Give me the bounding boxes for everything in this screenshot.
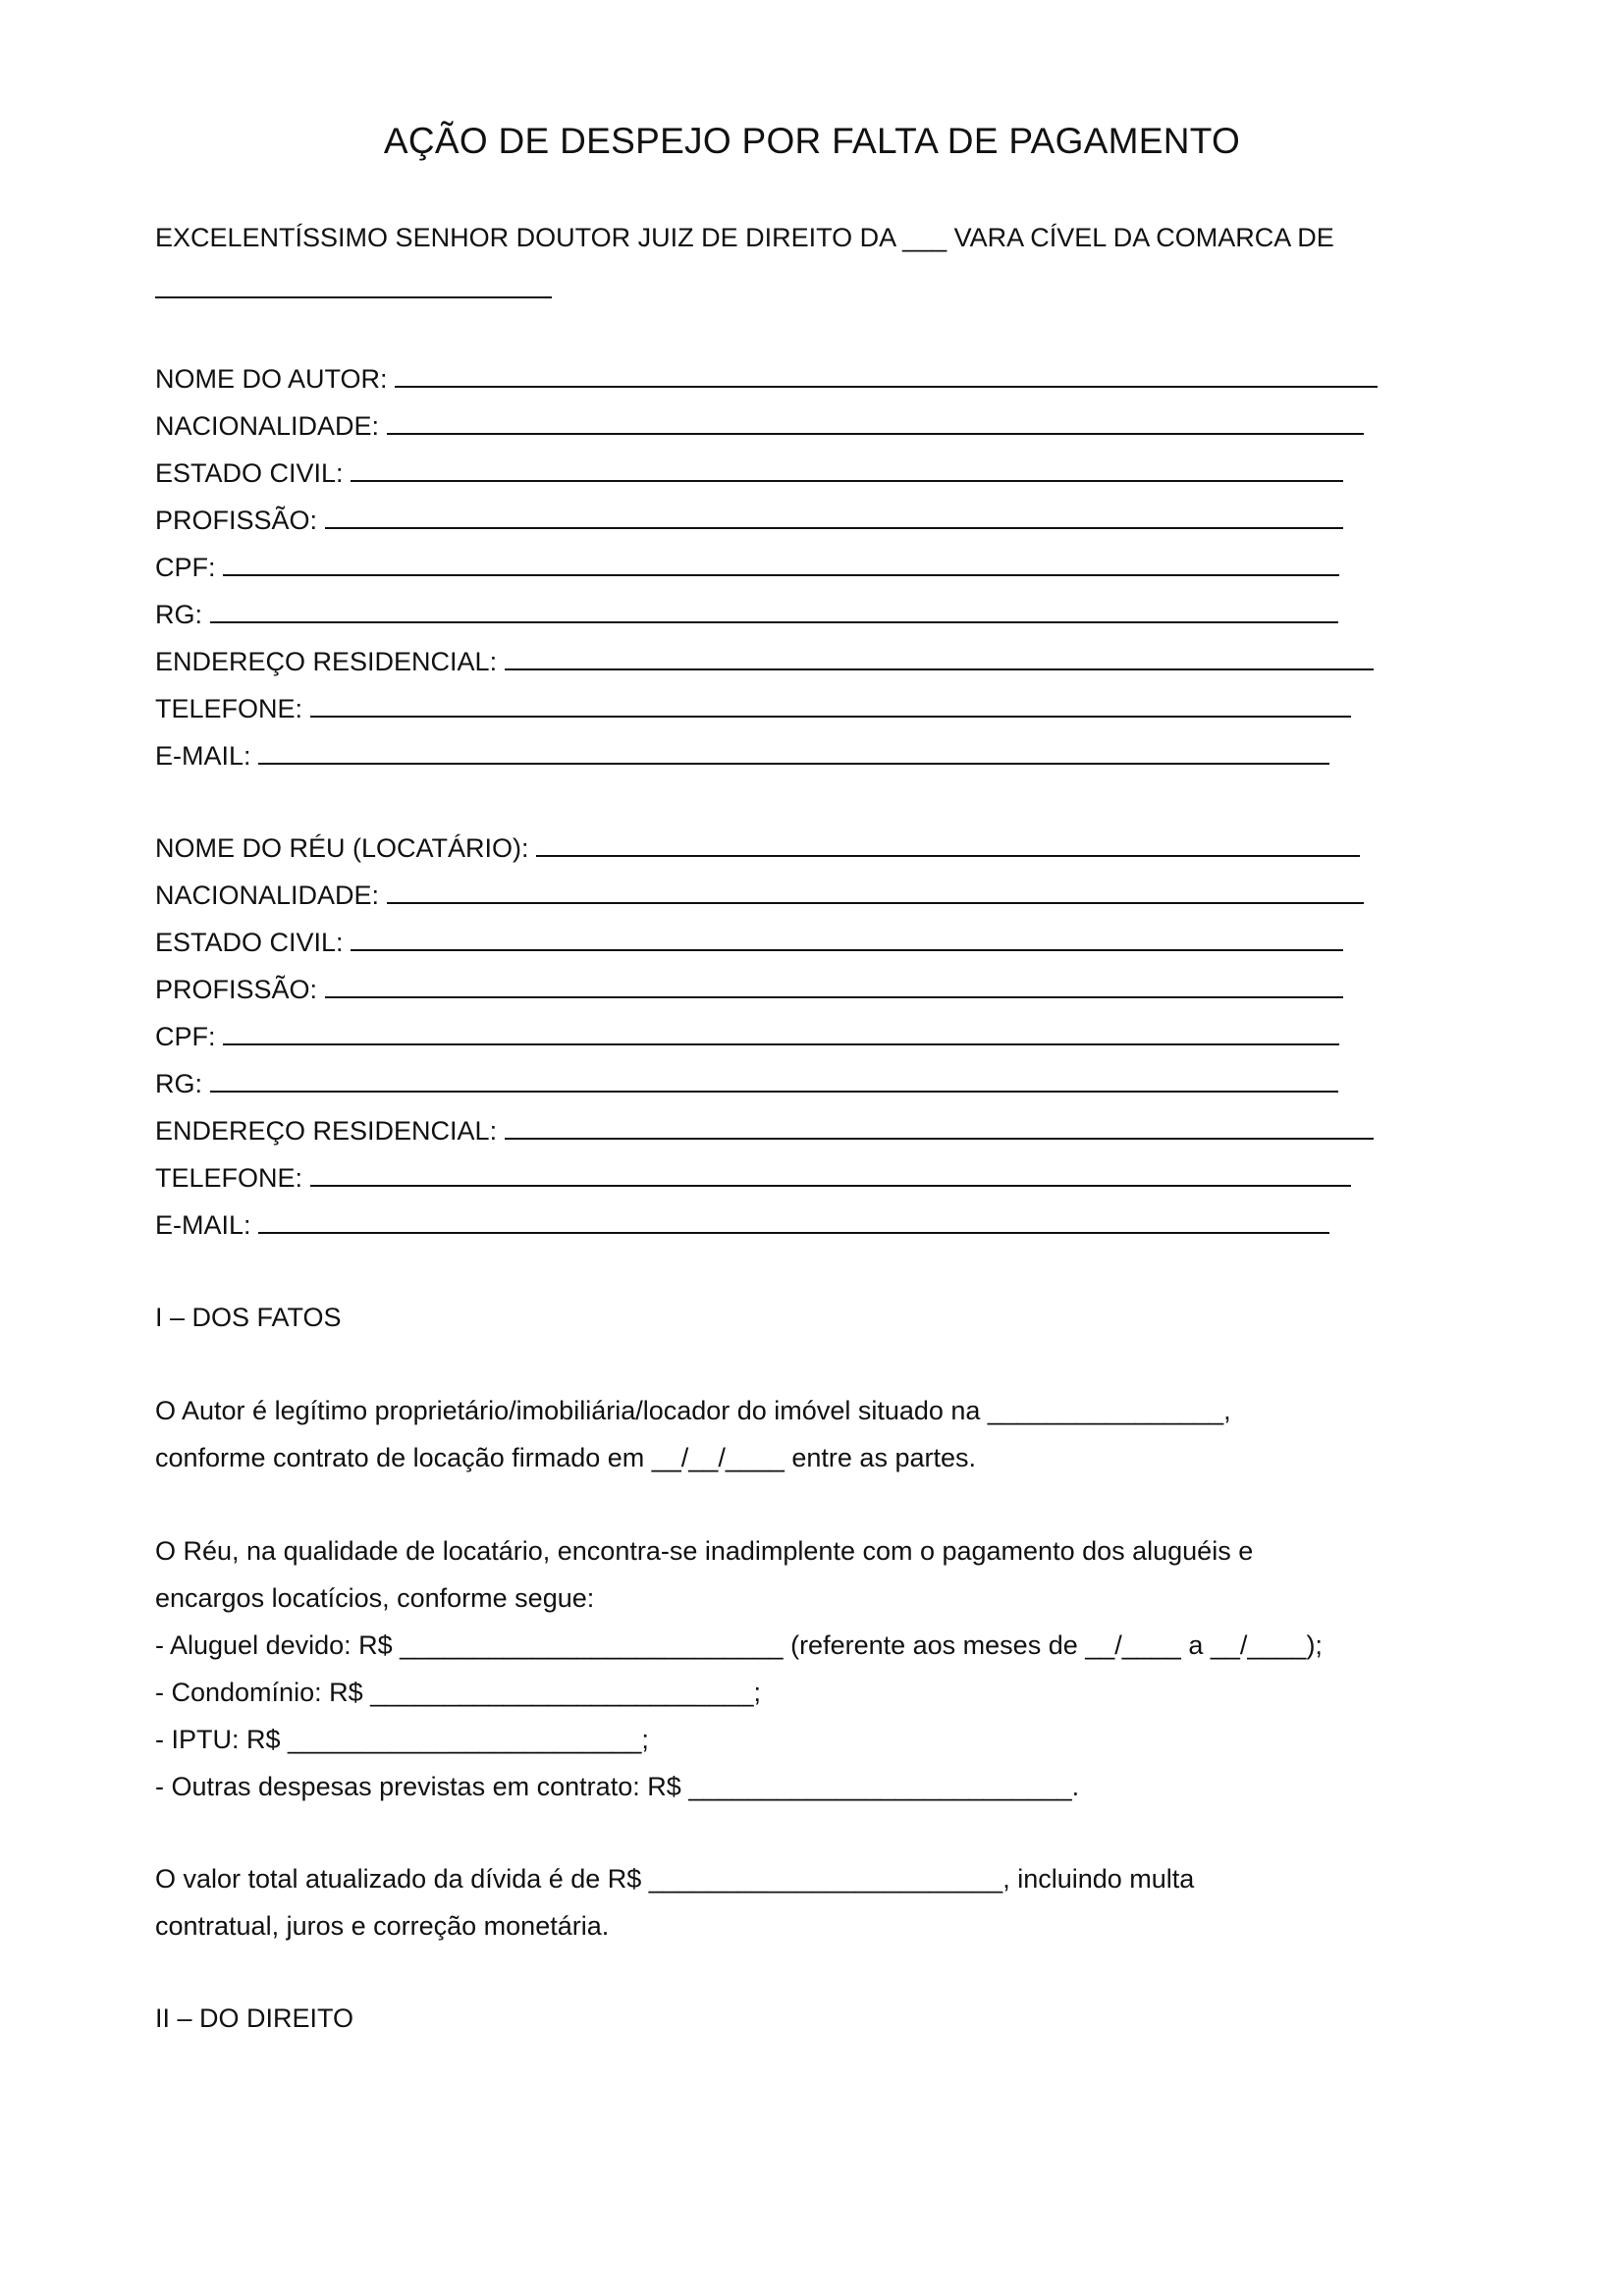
author-address-label: ENDEREÇO RESIDENCIAL: [155,647,498,676]
author-phone-label: TELEFONE: [155,694,303,723]
defendant-email-row [155,1208,1329,1242]
author-nationality-blank[interactable] [387,413,1364,435]
defendant-name-label: NOME DO RÉU (LOCATÁRIO): [155,833,529,863]
defendant-phone-row [155,1161,1351,1195]
defendant-rg-label: RG: [155,1069,203,1098]
author-rg-row [155,598,1338,631]
defendant-cpf-label: CPF: [155,1022,216,1051]
author-name-blank[interactable] [395,366,1378,388]
author-profession-blank[interactable] [325,507,1343,529]
defendant-phone-label: TELEFONE: [155,1163,303,1193]
defendant-profession-blank[interactable] [325,977,1343,998]
author-phone-row [155,692,1351,725]
facts-paragraph-1-line-2: conforme contrato de locação firmado em __/__/____ entre as partes. [155,1443,976,1472]
debt-item-condo: - Condomínio: R$ __________________________; [155,1678,762,1707]
defendant-profession-row [155,973,1343,1006]
author-name-row [155,362,1378,396]
defendant-address-blank[interactable] [505,1118,1374,1140]
author-civil-status-label: ESTADO CIVIL: [155,458,344,488]
defendant-cpf-row [155,1020,1339,1053]
defendant-phone-blank[interactable] [310,1165,1351,1187]
comarca-blank [155,273,552,306]
author-name-label: NOME DO AUTOR: [155,364,388,394]
author-profession-label: PROFISSÃO: [155,506,318,535]
defendant-nationality-blank[interactable] [387,882,1364,904]
author-nationality-row [155,409,1364,443]
defendant-nationality-label: NACIONALIDADE: [155,881,380,910]
defendant-cpf-blank[interactable] [223,1024,1339,1045]
defendant-nationality-row [155,879,1364,912]
defendant-name-blank[interactable] [536,835,1360,857]
author-email-blank[interactable] [258,743,1329,765]
author-address-row [155,645,1374,678]
facts-paragraph-3-line-1: O valor total atualizado da dívida é de R$ ________________________, incluindo multa [155,1864,1195,1894]
author-cpf-label: CPF: [155,553,216,582]
debt-item-rent: - Aluguel devido: R$ __________________________ (referente aos meses de __/____ a __/____); [155,1630,1323,1660]
facts-paragraph-2-line-1: O Réu, na qualidade de locatário, encontra-se inadimplente com o pagamento dos aluguéis e [155,1536,1254,1566]
defendant-profession-label: PROFISSÃO: [155,975,318,1004]
author-cpf-row [155,551,1339,584]
author-profession-row [155,504,1343,537]
defendant-civil-status-blank[interactable] [351,930,1343,951]
defendant-name-row [155,831,1360,865]
author-phone-blank[interactable] [310,696,1351,718]
law-heading: II – DO DIREITO [155,2003,354,2033]
debt-item-other: - Outras despesas previstas em contrato: R$ __________________________. [155,1772,1080,1801]
defendant-email-blank[interactable] [258,1212,1329,1234]
defendant-email-label: E-MAIL: [155,1210,251,1240]
author-rg-blank[interactable] [210,602,1338,623]
facts-paragraph-1-line-1: O Autor é legítimo proprietário/imobiliária/locador do imóvel situado na ________________, [155,1396,1231,1425]
court-address-line: EXCELENTÍSSIMO SENHOR DOUTOR JUIZ DE DIREITO DA ___ VARA CÍVEL DA COMARCA DE [155,223,1334,252]
facts-paragraph-2-line-2: encargos locatícios, conforme segue: [155,1583,595,1613]
author-civil-status-row [155,456,1343,490]
defendant-civil-status-label: ESTADO CIVIL: [155,928,344,957]
author-email-row [155,739,1329,773]
author-cpf-blank[interactable] [223,555,1339,576]
author-civil-status-blank[interactable] [351,460,1343,482]
document-title: AÇÃO DE DESPEJO POR FALTA DE PAGAMENTO [383,121,1241,161]
author-email-label: E-MAIL: [155,741,251,771]
author-rg-label: RG: [155,600,203,629]
facts-paragraph-3-line-2: contratual, juros e correção monetária. [155,1911,610,1941]
author-address-blank[interactable] [505,649,1374,670]
defendant-civil-status-row [155,926,1343,959]
debt-item-iptu: - IPTU: R$ ________________________; [155,1725,649,1754]
facts-heading: I – DOS FATOS [155,1303,342,1332]
defendant-address-label: ENDEREÇO RESIDENCIAL: [155,1116,498,1146]
defendant-rg-row [155,1067,1338,1100]
defendant-rg-blank[interactable] [210,1071,1338,1093]
author-nationality-label: NACIONALIDADE: [155,411,380,441]
defendant-address-row [155,1114,1374,1148]
